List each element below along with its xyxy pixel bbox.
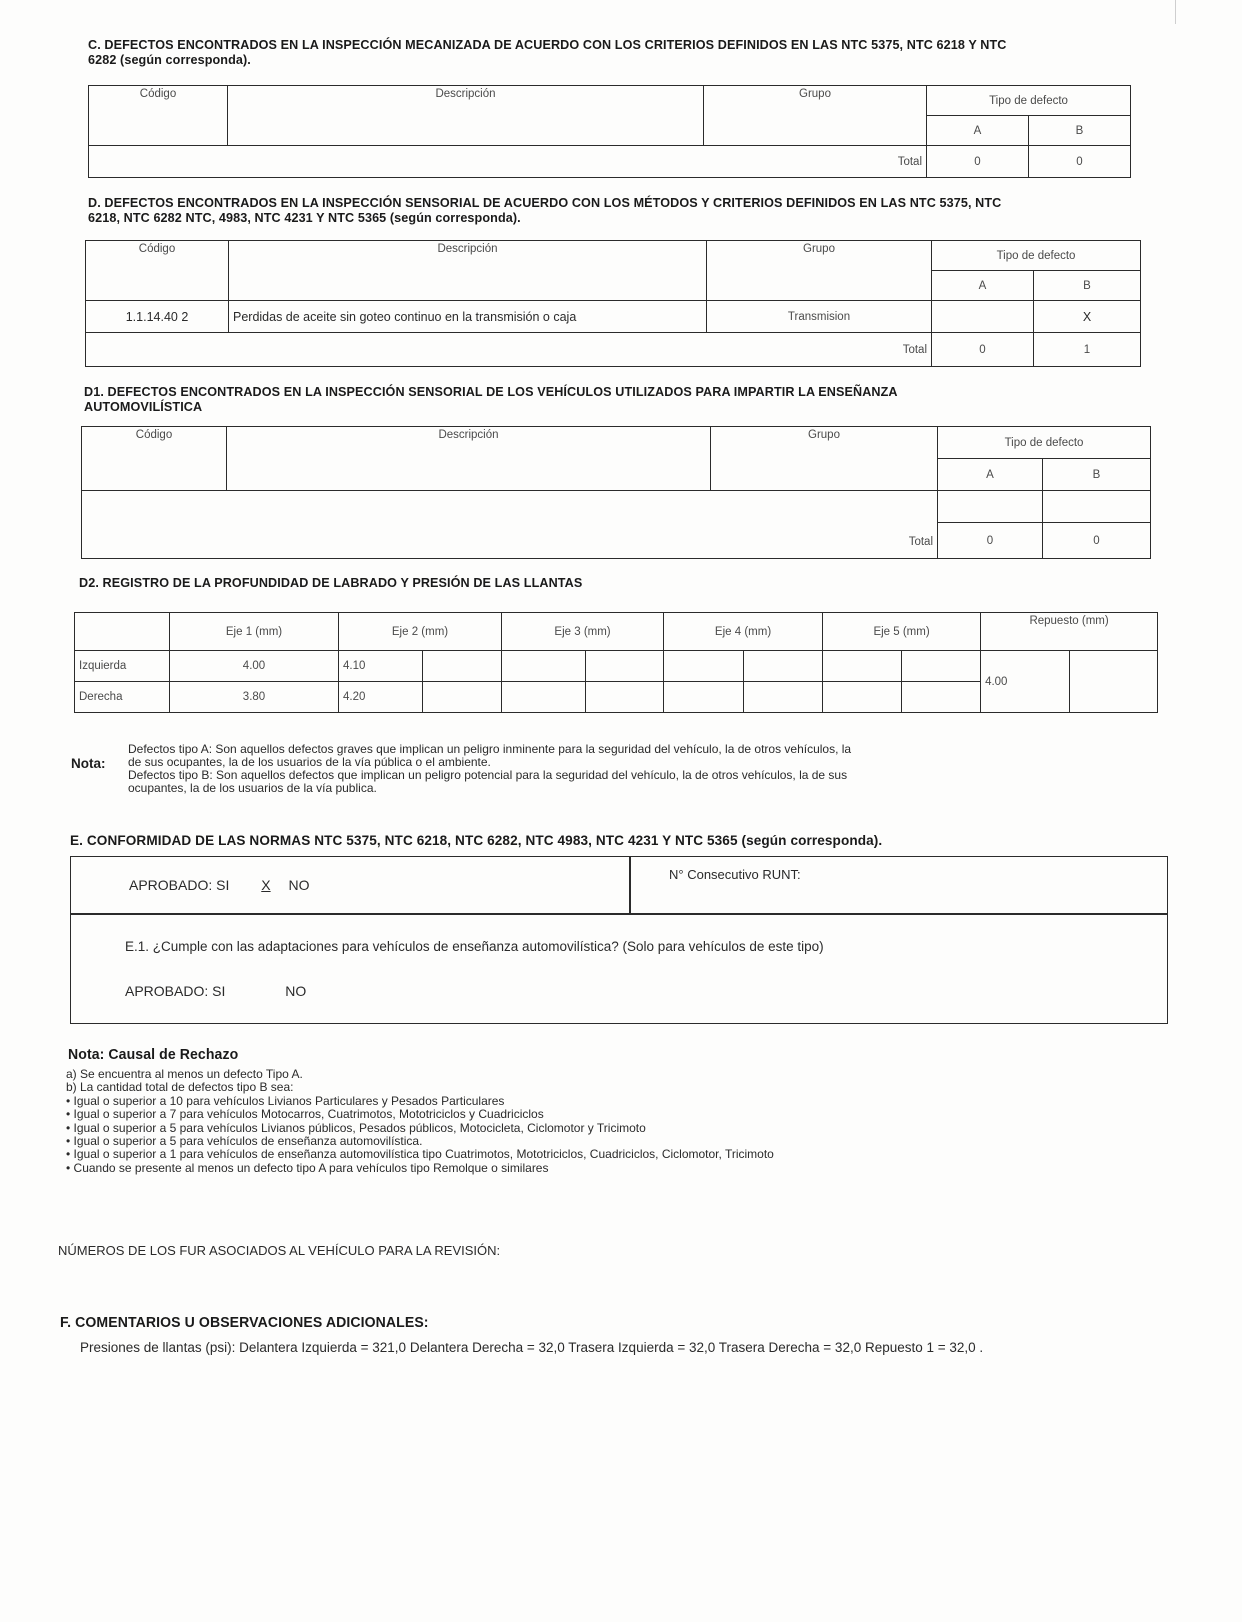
eje2a-value: 4.20 [339,682,423,713]
section-d1-table [81,426,1151,559]
nota-line2: de sus ocupantes, la de los usuarios de la vía pública o el ambiente. [128,755,491,769]
header-grupo: Grupo [704,86,927,146]
eje5a-value [823,682,902,713]
eje4a-value [664,651,744,682]
eje3b-value [586,651,664,682]
eje3b-value [586,682,664,713]
nota-line3: Defectos tipo B: Son aquellos defectos que implican un peligro potencial para la seguridad del vehículo, la de otros vehículos, la de sus [128,768,848,782]
aprobado-si-mark[interactable]: X [261,877,271,893]
section-f-comment: Presiones de llantas (psi): Delantera Izquierda = 321,0 Delantera Derecha = 32,0 Trasera Izquierda = 32,0 Trasera Derecha = 32,0 Repuesto 1 = 32,0 . [80,1340,984,1355]
defect-b: X [1034,301,1141,333]
nota-rechazo-title: Nota: Causal de Rechazo [68,1047,239,1063]
divider [629,857,631,913]
defect-a [932,301,1034,333]
eje2b-value [423,682,502,713]
section-d1-title [84,384,898,414]
e1-aprobado-label: APROBADO: SI [125,983,226,999]
header-grupo: Grupo [711,427,938,491]
list-item: • Igual o superior a 5 para vehículos de enseñanza automovilística. [66,1134,423,1149]
list-item: • Igual o superior a 1 para vehículos de enseñanza automovilística tipo Cuatrimotos, Mototriciclos, Cuadriciclos, Ciclomotor, Tricimoto [66,1147,774,1162]
repuesto-b-value [1070,651,1158,713]
header-eje3: Eje 3 (mm) [502,613,664,651]
list-item: • Igual o superior a 7 para vehículos Motocarros, Cuatrimotos, Mototriciclos y Cuadriciclos [66,1107,544,1122]
section-d1-title-line1: D1. DEFECTOS ENCONTRADOS EN LA INSPECCIÓN SENSORIAL DE LOS VEHÍCULOS UTILIZADOS PARA IMPARTIR LA ENSEÑANZA [84,384,898,399]
row-label: Izquierda [75,651,170,682]
conformidad-box [70,856,1168,1024]
header-eje5: Eje 5 (mm) [823,613,981,651]
header-grupo: Grupo [707,241,932,301]
list-item: • Cuando se presente al menos un defecto tipo A para vehículos tipo Remolque o similares [66,1160,549,1175]
eje1-value: 4.00 [170,651,339,682]
section-d-title [88,195,1001,225]
aprobado-label: APROBADO: SI [129,877,230,893]
section-c-title [88,37,1006,67]
e1-no-label[interactable]: NO [285,983,307,999]
page-edge [1175,0,1176,24]
header-descripcion: Descripción [227,427,711,491]
table-row [75,651,1158,682]
defect-grupo: Transmision [707,301,932,333]
nota-label: Nota: [71,756,106,771]
header-codigo: Código [89,86,228,146]
list-item: • Igual o superior a 5 para vehículos Livianos públicos, Pesados públicos, Motocicleta, Ciclomotor y Tricimoto [66,1120,646,1135]
section-d2-title: D2. REGISTRO DE LA PROFUNDIDAD DE LABRADO Y PRESIÓN DE LAS LLANTAS [79,575,583,590]
header-codigo: Código [86,241,229,301]
tire-depth-table [74,612,1158,713]
header-repuesto: Repuesto (mm) [981,613,1158,651]
header-tipo-defecto: Tipo de defecto [927,86,1131,116]
header-b: B [1029,116,1131,146]
nota-line1: Defectos tipo A: Son aquellos defectos graves que implican un peligro inminente para la seguridad del vehículo, la de otros vehículos, la [128,742,852,756]
header-eje4: Eje 4 (mm) [664,613,823,651]
eje2a-value: 4.10 [339,651,423,682]
list-item: b) La cantidad total de defectos tipo B sea: [66,1080,294,1095]
rechazo-list [66,1068,774,1175]
total-label: Total [89,146,927,178]
total-label: Total [82,491,938,559]
table-row [86,301,1141,333]
section-d-title-line1: D. DEFECTOS ENCONTRADOS EN LA INSPECCIÓN SENSORIAL DE ACUERDO CON LOS MÉTODOS Y CRITERIOS DEFINIDOS EN LAS NTC 5375, NTC [88,195,1002,210]
total-a: 0 [927,146,1029,178]
corner-cell [75,613,170,651]
list-item: • Igual o superior a 10 para vehículos Livianos Particulares y Pesados Particulares [66,1093,505,1108]
header-descripcion: Descripción [228,86,704,146]
aprobado-field [129,877,309,893]
total-a: 0 [932,333,1034,367]
header-b: B [1043,459,1151,491]
eje4b-value [744,682,823,713]
aprobado-no-label[interactable]: NO [288,877,310,893]
list-item: a) Se encuentra al menos un defecto Tipo A. [66,1067,303,1081]
eje5b-value [902,651,981,682]
section-f-title: F. COMENTARIOS U OBSERVACIONES ADICIONALES: [60,1315,429,1331]
total-a: 0 [938,523,1043,559]
header-tipo-defecto: Tipo de defecto [938,427,1151,459]
total-b: 0 [1043,523,1151,559]
row-label: Derecha [75,682,170,713]
e1-question: E.1. ¿Cumple con las adaptaciones para vehículos de enseñanza automovilística? (Solo para vehículos de este tipo) [125,939,824,954]
eje1-value: 3.80 [170,682,339,713]
empty-b [1043,491,1151,523]
e1-aprobado-field [125,983,306,999]
header-tipo-defecto: Tipo de defecto [932,241,1141,271]
header-a: A [938,459,1043,491]
eje5b-value [902,682,981,713]
eje3a-value [502,651,586,682]
defect-codigo: 1.1.14.40 2 [86,301,229,333]
runt-label: N° Consecutivo RUNT: [669,867,801,882]
defect-descripcion: Perdidas de aceite sin goteo continuo en la transmisión o caja [229,301,707,333]
header-b: B [1034,271,1141,301]
section-d-title-line2: 6218, NTC 6282 NTC, 4983, NTC 4231 Y NTC 5365 (según corresponda). [88,210,521,225]
header-eje1: Eje 1 (mm) [170,613,339,651]
eje3a-value [502,682,586,713]
section-d1-title-line2: AUTOMOVILÍSTICA [84,399,203,414]
header-a: A [932,271,1034,301]
header-codigo: Código [82,427,227,491]
total-b: 0 [1029,146,1131,178]
total-b: 1 [1034,333,1141,367]
header-eje2: Eje 2 (mm) [339,613,502,651]
empty-a [938,491,1043,523]
total-label: Total [86,333,932,367]
header-descripcion: Descripción [229,241,707,301]
eje4a-value [664,682,744,713]
section-e-title: E. CONFORMIDAD DE LAS NORMAS NTC 5375, NTC 6218, NTC 6282, NTC 4983, NTC 4231 Y NTC 5365 (según corresponda). [70,832,883,848]
nota-line4: ocupantes, la de los usuarios de la vía publica. [128,781,377,795]
repuesto-a-value: 4.00 [981,651,1070,713]
section-c-table [88,85,1131,178]
header-a: A [927,116,1029,146]
eje2b-value [423,651,502,682]
eje4b-value [744,651,823,682]
divider [71,913,1167,915]
nota-defectos [128,743,851,795]
section-d-table [85,240,1141,367]
section-c-title-line1: C. DEFECTOS ENCONTRADOS EN LA INSPECCIÓN MECANIZADA DE ACUERDO CON LOS CRITERIOS DEFINIDOS EN LAS NTC 5375, NTC 6218 Y NTC [88,37,1007,52]
section-c-title-line2: 6282 (según corresponda). [88,52,251,67]
fur-label: NÚMEROS DE LOS FUR ASOCIADOS AL VEHÍCULO PARA LA REVISIÓN: [58,1243,501,1258]
eje5a-value [823,651,902,682]
